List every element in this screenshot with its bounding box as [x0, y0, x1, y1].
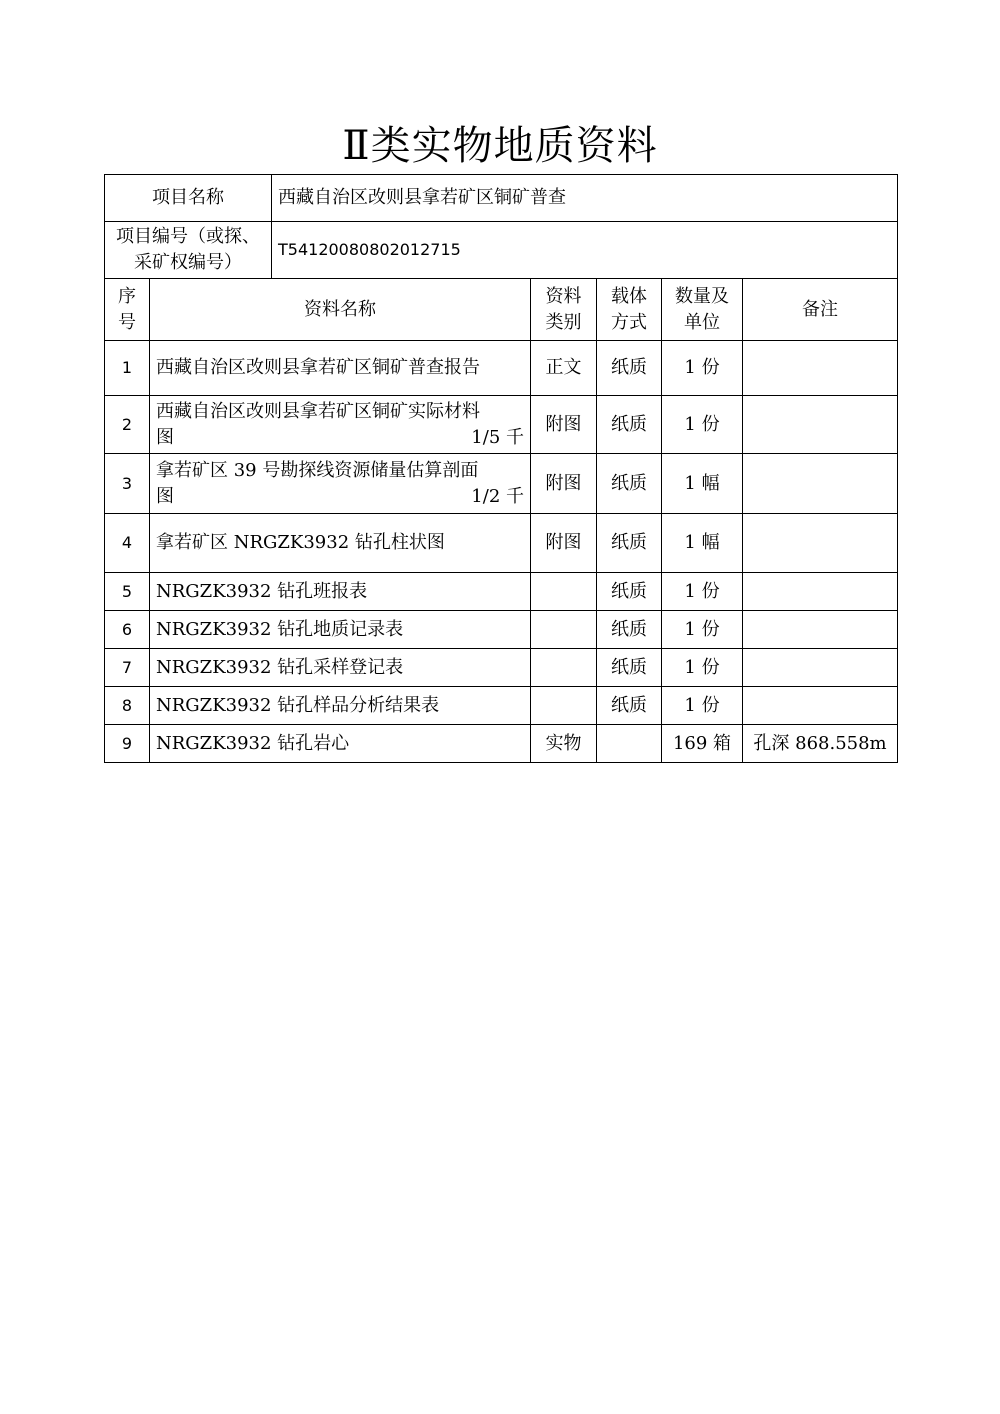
row-seq: 1 [105, 341, 150, 396]
row-remark [743, 396, 898, 454]
row-category [531, 687, 597, 725]
row-remark [743, 611, 898, 649]
row-category [531, 649, 597, 687]
project-code-label [105, 222, 272, 279]
project-code-label-line1: 项目编号（或探、 [116, 226, 260, 247]
row-category: 附图 [531, 396, 597, 454]
row-quantity: 169 箱 [662, 725, 743, 763]
row-carrier: 纸质 [597, 341, 662, 396]
row-quantity: 1 份 [662, 611, 743, 649]
materials-table [104, 174, 898, 763]
row-name [150, 454, 531, 514]
row-name: NRGZK3932 钻孔班报表 [150, 573, 531, 611]
row-carrier: 纸质 [597, 454, 662, 514]
header-quantity-line1: 数量及 [675, 285, 729, 307]
header-quantity-line2: 单位 [684, 311, 720, 333]
row-seq: 6 [105, 611, 150, 649]
header-seq-line2: 号 [118, 311, 136, 333]
row-seq: 5 [105, 573, 150, 611]
row-remark [743, 687, 898, 725]
row-quantity: 1 幅 [662, 514, 743, 573]
row-name-line2 [156, 484, 524, 510]
row-carrier: 纸质 [597, 573, 662, 611]
row-seq: 7 [105, 649, 150, 687]
project-name-value: 西藏自治区改则县拿若矿区铜矿普查 [272, 175, 898, 222]
project-code-value: T54120080802012715 [272, 222, 898, 279]
row-quantity: 1 份 [662, 341, 743, 396]
row-remark [743, 649, 898, 687]
row-name-line1: 西藏自治区改则县拿若矿区铜矿实际材料 [156, 400, 480, 422]
row-category: 附图 [531, 514, 597, 573]
row-name: 西藏自治区改则县拿若矿区铜矿普查报告 [150, 341, 531, 396]
row-category: 附图 [531, 454, 597, 514]
row-carrier: 纸质 [597, 649, 662, 687]
row-name-line1: 拿若矿区 39 号勘探线资源储量估算剖面 [156, 459, 479, 481]
row-name: NRGZK3932 钻孔样品分析结果表 [150, 687, 531, 725]
header-name: 资料名称 [150, 279, 531, 341]
row-category: 实物 [531, 725, 597, 763]
header-seq-line1: 序 [118, 285, 136, 307]
row-seq: 3 [105, 454, 150, 514]
row-remark [743, 454, 898, 514]
project-name-label: 项目名称 [105, 175, 272, 222]
table-row [105, 725, 898, 763]
row-seq: 4 [105, 514, 150, 573]
row-name-line2-left: 图 [156, 485, 174, 507]
table-row [105, 611, 898, 649]
header-carrier-line1: 载体 [611, 285, 647, 307]
row-quantity: 1 份 [662, 649, 743, 687]
row-remark: 孔深 868.558m [743, 725, 898, 763]
row-carrier: 纸质 [597, 611, 662, 649]
header-seq [105, 279, 150, 341]
row-quantity: 1 份 [662, 687, 743, 725]
table-row [105, 454, 898, 514]
header-category [531, 279, 597, 341]
header-carrier-line2: 方式 [611, 311, 647, 333]
table-header-row [105, 279, 898, 341]
header-remark: 备注 [743, 279, 898, 341]
row-name-scale: 1/5 千 [471, 426, 524, 448]
header-category-line1: 资料 [545, 285, 582, 307]
row-name-line2-left: 图 [156, 426, 174, 448]
row-name: 拿若矿区 NRGZK3932 钻孔柱状图 [150, 514, 531, 573]
row-seq: 8 [105, 687, 150, 725]
row-name: NRGZK3932 钻孔地质记录表 [150, 611, 531, 649]
row-seq: 9 [105, 725, 150, 763]
row-carrier [597, 725, 662, 763]
row-name: NRGZK3932 钻孔岩心 [150, 725, 531, 763]
header-category-line2: 类别 [545, 311, 582, 333]
row-quantity: 1 幅 [662, 454, 743, 514]
table-row [105, 396, 898, 454]
row-name [150, 396, 531, 454]
row-category [531, 573, 597, 611]
row-name: NRGZK3932 钻孔采样登记表 [150, 649, 531, 687]
project-code-label-line2: 采矿权编号） [134, 252, 242, 273]
row-category [531, 611, 597, 649]
page-title: Ⅱ类实物地质资料 [342, 123, 658, 169]
header-carrier [597, 279, 662, 341]
table-row [105, 649, 898, 687]
row-remark [743, 514, 898, 573]
header-quantity [662, 279, 743, 341]
project-name-row [105, 175, 898, 222]
row-carrier: 纸质 [597, 687, 662, 725]
table-row [105, 573, 898, 611]
row-remark [743, 573, 898, 611]
row-category: 正文 [531, 341, 597, 396]
row-quantity: 1 份 [662, 573, 743, 611]
table-row [105, 514, 898, 573]
row-remark [743, 341, 898, 396]
row-name-scale: 1/2 千 [471, 485, 524, 507]
row-carrier: 纸质 [597, 396, 662, 454]
row-name-line2 [156, 425, 524, 451]
row-seq: 2 [105, 396, 150, 454]
project-code-row [105, 222, 898, 279]
table-row [105, 341, 898, 396]
row-quantity: 1 份 [662, 396, 743, 454]
table-row [105, 687, 898, 725]
row-carrier: 纸质 [597, 514, 662, 573]
